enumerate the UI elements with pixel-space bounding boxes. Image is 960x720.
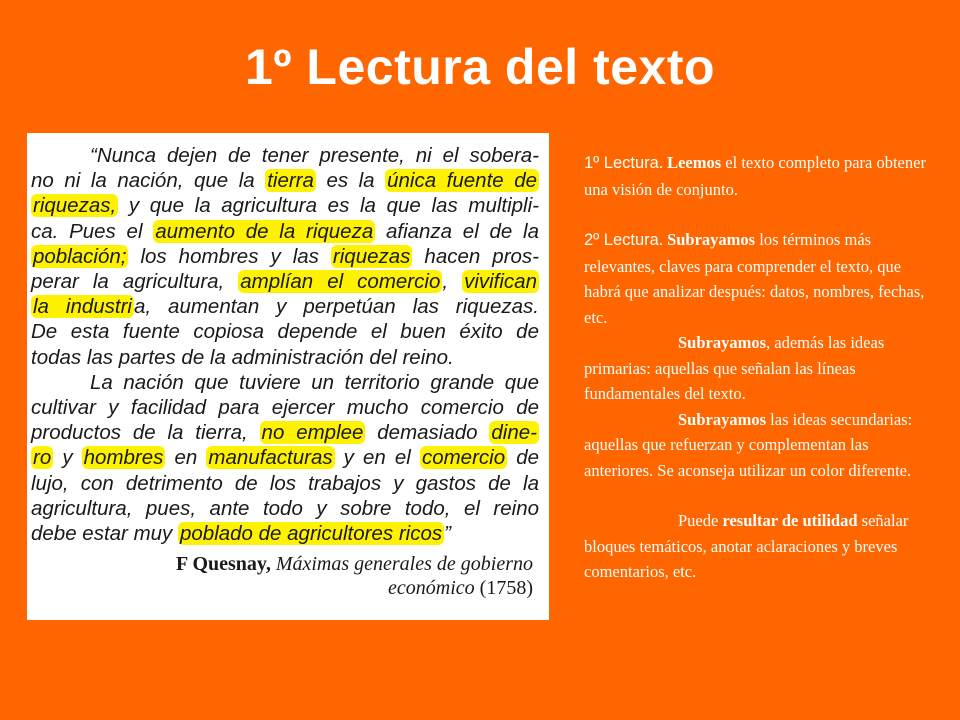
reading-step-label: 2º Lectura [584, 231, 659, 249]
citation-year: (1758) [479, 577, 533, 600]
quote-line [31, 269, 539, 294]
quote-line [31, 143, 539, 168]
note-utility [584, 508, 929, 585]
quote-line [31, 420, 539, 445]
quote-line [31, 496, 539, 521]
quote-text-segment: los hombres y las [128, 244, 331, 268]
highlighted-term: manufacturas [208, 446, 333, 470]
note-text: las ideas secundarias: aquellas que refuerzan y complementan las anteriores. Se aconseja utilizar un color diferente. [584, 409, 913, 480]
quote-text-segment: lujo, con detrimento de los trabajos y gastos de la [31, 471, 539, 495]
note-text: , además las ideas primarias: aquellas que señalan las líneas fundamentales del texto. [584, 333, 885, 403]
quote-line [31, 193, 539, 218]
quote-text-segment: y en el [334, 446, 420, 470]
quote-text-segment: debe estar muy [31, 522, 178, 546]
quote-text-segment: agricultura, pues, ante todo y sobre todo, el reino [31, 496, 539, 520]
reading-step-label: 1º Lectura [584, 154, 659, 172]
quote-line [31, 219, 539, 244]
highlighted-term: tierra [267, 169, 314, 193]
quote-text-segment: ca. Pues el [31, 219, 154, 243]
quote-text-segment: perar la agricultura, [31, 270, 239, 294]
quote-text-segment: “Nunca dejen de tener presente, ni el sobera- [90, 144, 539, 167]
highlighted-term: vivifican [464, 270, 537, 294]
quote-text-segment: cultivar y facilidad para ejercer mucho comercio de [31, 396, 539, 420]
quote-text-segment: es la [315, 169, 386, 193]
note-first-reading [584, 150, 929, 202]
quote-text-segment: hacen pros- [412, 244, 539, 268]
quote-text-segment: de [507, 446, 539, 470]
highlighted-term: población; [33, 244, 127, 268]
reading-instructions [584, 150, 929, 610]
highlighted-term: única fuente de [387, 169, 537, 193]
quote-text-segment: , [442, 270, 463, 294]
note-text: el texto completo para obtener una visión de conjunto. [584, 153, 926, 199]
quote-line [31, 168, 539, 193]
quote-line [31, 471, 539, 496]
quote-line [31, 521, 539, 546]
quote-image-panel [27, 133, 549, 620]
note-text: . [658, 153, 668, 172]
quote-line [31, 345, 539, 370]
quote-line [31, 395, 539, 420]
highlighted-term: hombres [83, 446, 164, 470]
note-text: señalar bloques temáticos, anotar aclaraciones y breves comentarios, etc. [584, 511, 909, 581]
emphasis-term: Leemos [667, 153, 722, 172]
highlighted-term: ro [33, 446, 52, 470]
citation-work-title-1: Máximas generales de gobierno [275, 553, 533, 576]
highlighted-term: la industri [33, 295, 132, 319]
highlighted-term: riquezas [332, 244, 411, 268]
quote-text-segment: en [165, 446, 207, 470]
quote-line [31, 294, 539, 319]
emphasis-term: resultar de utilidad [722, 511, 858, 530]
highlighted-term: comercio [421, 446, 506, 470]
quote-line [31, 244, 539, 269]
quote-text-segment: y que la agricultura es la que las multipli- [118, 194, 539, 218]
quote-text [31, 143, 539, 546]
note-secondary-ideas [584, 407, 929, 484]
quote-text-segment: y [53, 446, 82, 470]
emphasis-term: Subrayamos [678, 409, 767, 429]
quote-text-segment: afianza el de la [375, 219, 539, 243]
quote-citation [31, 552, 539, 600]
emphasis-term: Subrayamos [667, 230, 756, 249]
quote-text-segment: no ni la nación, que la [31, 169, 266, 193]
quote-line [31, 319, 539, 344]
quote-line [31, 370, 539, 395]
highlighted-term: dine- [491, 421, 537, 445]
highlighted-term: aumento de la riqueza [155, 219, 374, 243]
quote-text-segment: productos de la tierra, [31, 421, 260, 445]
note-text: . [658, 230, 668, 249]
quote-text-segment: De esta fuente copiosa depende el buen éxito de [31, 320, 539, 344]
citation-author: F Quesnay, [175, 553, 271, 576]
highlighted-term: riquezas, [33, 194, 117, 218]
quote-text-segment: La nación que tuviere un territorio grande que [90, 370, 539, 394]
quote-text-segment: a, aumentan y perpetúan las riquezas. [134, 295, 539, 319]
note-text: los términos más relevantes, claves para comprender el texto, que habrá que analizar después: datos, nombres, fechas, etc. [584, 230, 925, 327]
note-text: Puede [678, 511, 723, 530]
quote-line [31, 445, 539, 470]
quote-text-segment: demasiado [365, 421, 490, 445]
note-second-reading [584, 227, 929, 330]
highlighted-term: no emplee [261, 421, 364, 445]
note-primary-ideas [584, 330, 929, 407]
quote-text-segment: ” [444, 522, 451, 546]
slide-title: 1º Lectura del texto [244, 39, 716, 95]
highlighted-term: amplían el comercio [240, 270, 441, 294]
citation-work-title-2: económico [388, 577, 475, 600]
quote-text-segment: todas las partes de la administración del reino. [31, 345, 454, 369]
highlighted-term: poblado de agricultores ricos [180, 522, 443, 546]
emphasis-term: Subrayamos [678, 333, 767, 352]
